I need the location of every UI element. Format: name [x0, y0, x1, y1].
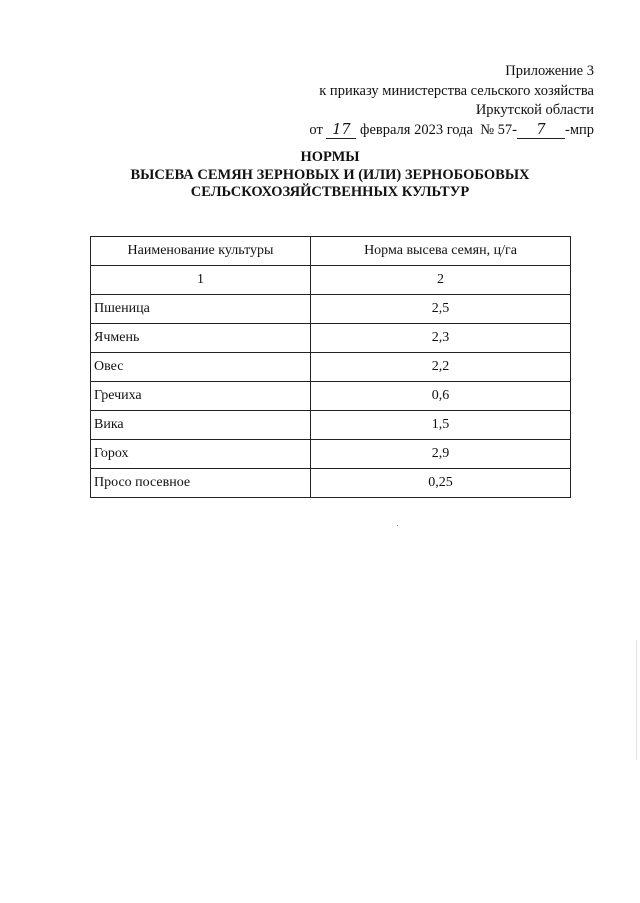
scan-edge-mark: [636, 640, 637, 760]
header-crop-name: Наименование культуры: [91, 237, 311, 266]
order-date-prefix: от: [309, 121, 323, 138]
appendix-order-ref: к приказу министерства сельского хозяйства: [319, 82, 594, 99]
document-title: [90, 149, 570, 202]
table-row: [91, 440, 571, 469]
seeding-rate-cell: 0,6: [311, 382, 571, 411]
appendix-region: Иркутской области: [475, 102, 594, 118]
crop-name-cell: Гречиха: [91, 382, 311, 411]
appendix-block: [309, 62, 594, 140]
crop-name-cell: Просо посевное: [91, 469, 311, 498]
seeding-rate-cell: 1,5: [311, 411, 571, 440]
table-row: [91, 353, 571, 382]
seeding-rate-cell: 2,9: [311, 440, 571, 469]
order-date-line: [309, 121, 594, 141]
table-column-number-row: [91, 266, 571, 295]
order-number-prefix: № 57-: [480, 121, 517, 138]
header-seeding-rate: Норма высева семян, ц/га: [311, 237, 571, 266]
table-row: [91, 295, 571, 324]
table-row: [91, 411, 571, 440]
title-line-1: НОРМЫ: [300, 149, 360, 165]
appendix-number: Приложение 3: [505, 63, 594, 79]
seeding-rate-cell: 2,5: [311, 295, 571, 324]
column-number-2: 2: [311, 266, 571, 295]
seeding-rate-cell: 2,3: [311, 324, 571, 353]
crop-name-cell: Ячмень: [91, 324, 311, 353]
crop-name-cell: Пшеница: [91, 295, 311, 324]
seeding-rate-cell: 2,2: [311, 353, 571, 382]
seeding-rate-cell: 0,25: [311, 469, 571, 498]
title-line-2: ВЫСЕВА СЕМЯН ЗЕРНОВЫХ И (ИЛИ) ЗЕРНОБОБОВЫХ: [130, 166, 530, 183]
crop-name-cell: Горох: [91, 440, 311, 469]
order-number-handwritten: 7: [517, 123, 565, 139]
seeding-norms-table: [90, 236, 571, 498]
order-day-handwritten: 17: [326, 123, 356, 139]
crop-name-cell: Овес: [91, 353, 311, 382]
table-row: [91, 382, 571, 411]
title-line-3: СЕЛЬСКОХОЗЯЙСТВЕННЫХ КУЛЬТУР: [190, 184, 470, 200]
crop-name-cell: Вика: [91, 411, 311, 440]
column-number-1: 1: [91, 266, 311, 295]
table-header-row: [91, 237, 571, 266]
table-row: [91, 324, 571, 353]
order-number-suffix: -мпр: [564, 121, 594, 138]
table-row: [91, 469, 571, 498]
scan-speck: [397, 525, 398, 526]
order-month-year: февраля 2023 года: [360, 121, 473, 138]
